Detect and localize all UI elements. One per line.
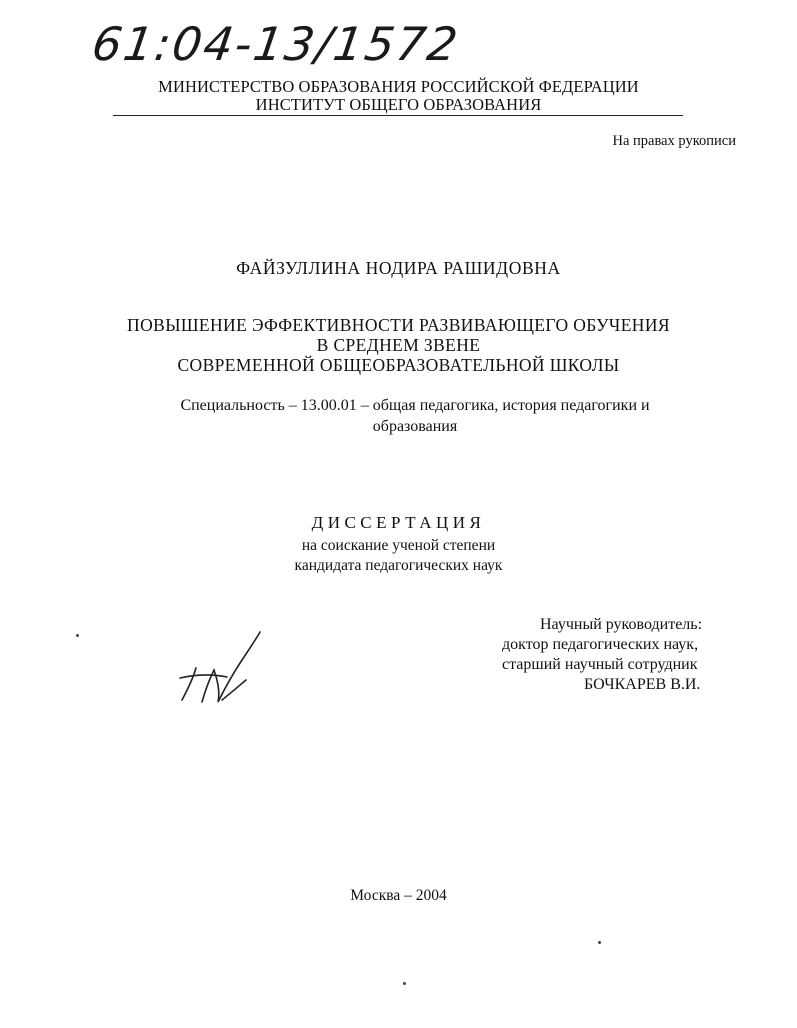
- signature-drawing: [172, 630, 267, 712]
- signature: [172, 630, 267, 712]
- advisor-position: старший научный сотрудник: [502, 656, 698, 673]
- title-line-3: СОВРЕМЕННОЙ ОБЩЕОБРАЗОВАТЕЛЬНОЙ ШКОЛЫ: [177, 355, 620, 375]
- advisor-role: Научный руководитель:: [540, 616, 703, 633]
- handwritten-code-drawing: [88, 6, 463, 74]
- author-name: ФАЙЗУЛЛИНА НОДИРА РАШИДОВНА: [236, 258, 561, 278]
- ministry-line: МИНИСТЕРСТВО ОБРАЗОВАНИЯ РОССИЙСКОЙ ФЕДЕРАЦИИ: [158, 77, 639, 96]
- handwritten-archive-code: [88, 6, 463, 74]
- city-year: Москва – 2004: [350, 887, 447, 904]
- scan-speck: [76, 634, 79, 637]
- specialty-line-1: Специальность – 13.00.01 – общая педагогика, история педагогики и: [180, 397, 650, 414]
- scientific-advisor: [498, 615, 748, 695]
- specialty: [145, 395, 685, 437]
- title-line-2: В СРЕДНЕМ ЗВЕНЕ: [316, 335, 481, 355]
- institute-line: ИНСТИТУТ ОБЩЕГО ОБРАЗОВАНИЯ: [255, 95, 542, 114]
- specialty-line-2: образования: [372, 418, 458, 435]
- scan-speck: [403, 982, 406, 985]
- scan-speck: [598, 941, 601, 944]
- rights-note: На правах рукописи: [612, 133, 736, 149]
- dissertation-line-2: кандидата педагогических наук: [294, 557, 503, 574]
- dissertation-heading: ДИССЕРТАЦИЯ: [311, 513, 486, 532]
- advisor-name: БОЧКАРЕВ В.И.: [584, 676, 701, 693]
- title-line-1: ПОВЫШЕНИЕ ЭФФЕКТИВНОСТИ РАЗВИВАЮЩЕГО ОБУЧЕНИЯ: [127, 315, 670, 335]
- header-divider: [113, 115, 683, 116]
- advisor-degree: доктор педагогических наук,: [502, 636, 699, 653]
- dissertation-line-1: на соискание ученой степени: [301, 537, 496, 554]
- handwritten-code-text: 61:04-13/1572: [88, 17, 463, 71]
